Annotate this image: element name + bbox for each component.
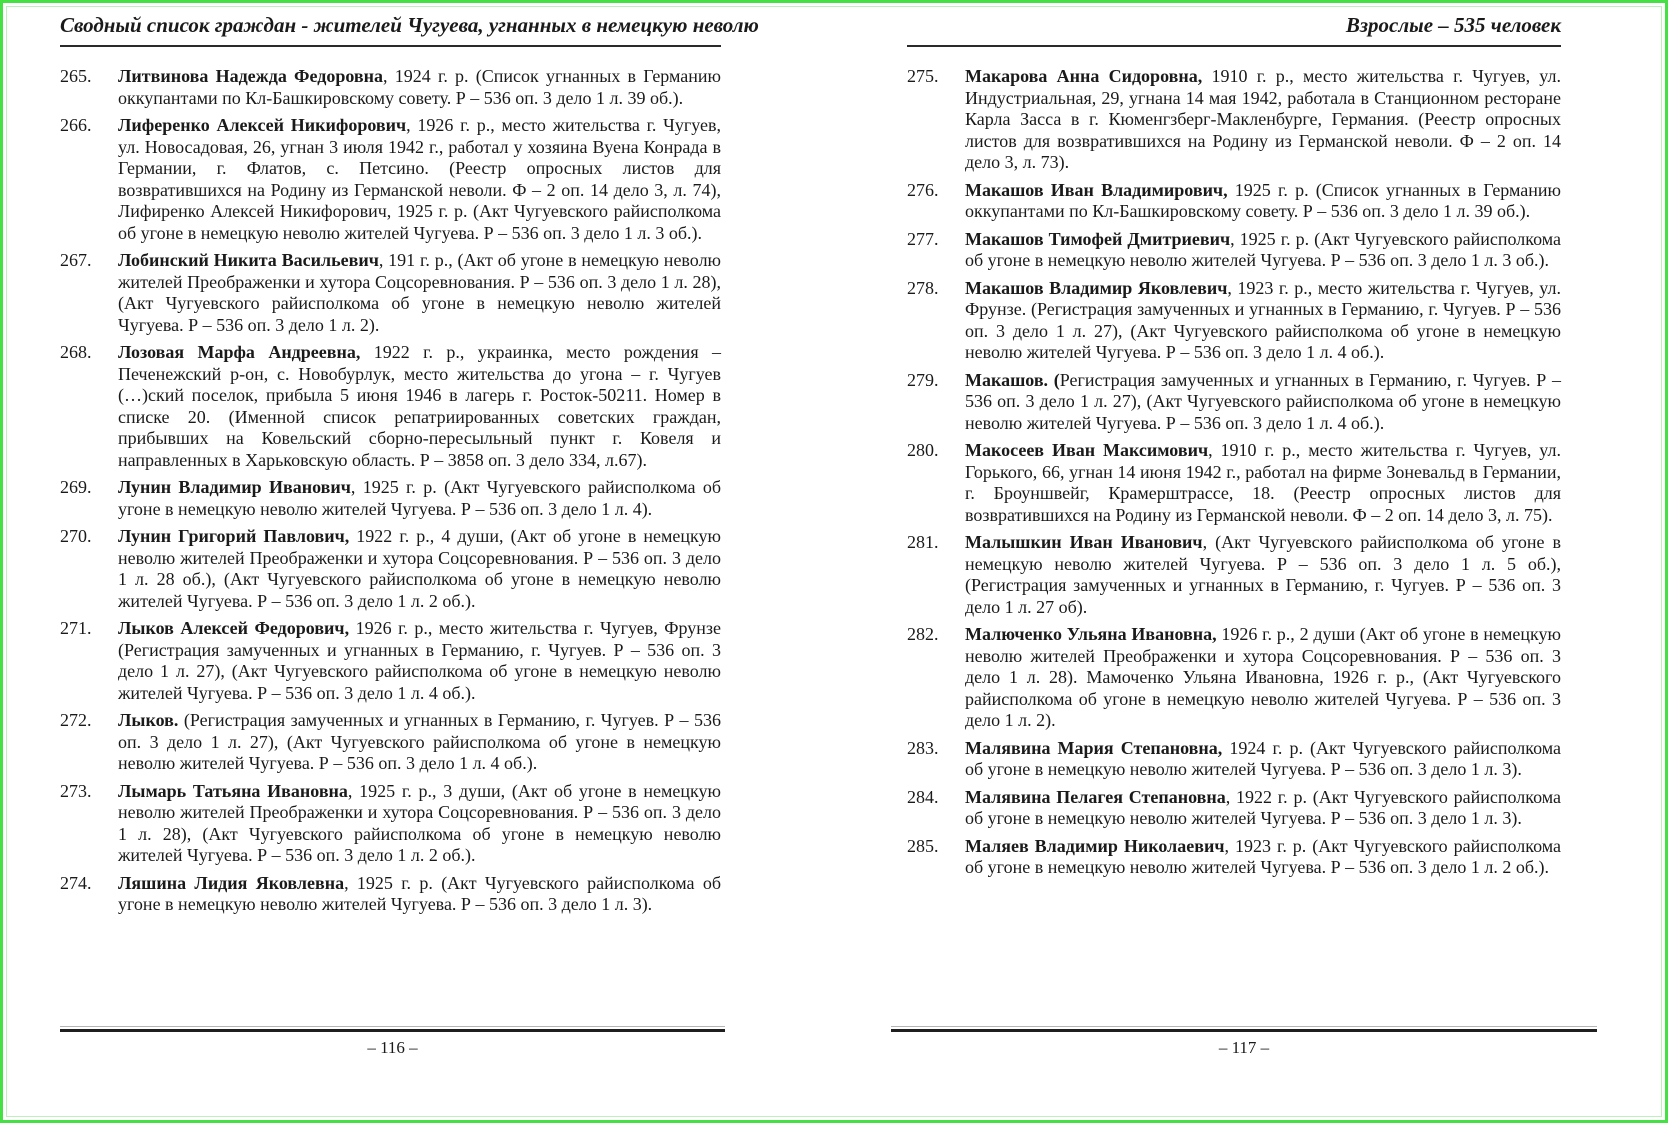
footer-rule-left [60, 1026, 725, 1032]
entry-name: Литвинова Надежда Федоровна [118, 66, 384, 86]
entry-text [965, 532, 1561, 618]
entry-number: 282. [907, 624, 939, 644]
list-item [907, 180, 1561, 223]
entry-name: Макосеев Иван Максимович [965, 440, 1209, 460]
entry-name: Лобинский Никита Васильевич [118, 250, 379, 270]
entry-rest: 1926 г. р., место жительства г. Чугуев, Фрунзе (Регистрация замученных и угнанных в Германию, г. Чугуев. Р – 536 оп. 3 дело 1 л. 27), (Акт Чугуевского райисполкома об угоне в немецкую неволю жителей Чугуева. Р – 536 оп. 3 дело 1 л. 4 об.). [118, 618, 721, 703]
entry-text [118, 526, 721, 612]
entry-number: 283. [907, 737, 939, 758]
entry-name: Лыков. [118, 710, 179, 730]
entry-text [965, 787, 1561, 830]
list-item [907, 229, 1561, 272]
entry-number: 285. [907, 835, 939, 856]
entry-name: Лунин Владимир Иванович [118, 477, 351, 497]
entry-number: 273. [60, 780, 92, 801]
list-item [907, 836, 1561, 879]
entry-rest: , 1910 г. р., место жительства г. Чугуев, ул. Горького, 66, угнан 14 июня 1942 г., работал на фирме Зоневальд в Германии, г. Броуншвейг, Крамерштрассе, 18. (Реестр опросных листов для возвратившихся на Родину из Германской неволи. Ф – 2 оп. 14 дело 3, л. 75). [965, 440, 1561, 525]
list-item [907, 532, 1561, 618]
list-item [907, 66, 1561, 174]
entry-text [118, 618, 721, 704]
entry-rest: 1910 г. р., место жительства г. Чугуев, ул. Индустриальная, 29, угнана 14 мая 1942, работала в Станционном ресторане Карла Засса в г. Кюменгзберг-Макленбурге, Германия. (Реестр опросных листов для возвратившихся на Родину из Германской неволи. Ф – 2 оп. 14 дело 3, л. 73). [965, 66, 1561, 172]
entry-text [118, 873, 721, 916]
entry-name: Малявина Мария Степановна, [965, 737, 1223, 758]
entry-name: Малявина Пелагея Степановна [965, 786, 1226, 807]
entry-rest: 1922 г. р., украинка, место рождения – Печенежский р-он, с. Новобурлук, место жительства до угона – г. Чугуев (…)ский поселок, прибыла 5 июня 1946 в лагерь г. Росток-50211. Номер в списке 20. (Именной список репатриированных советских граждан, прибывших на Ковельский сборно-пересыльный пункт г. Ковеля и направленных в Харьковскую область. Р – 3858 оп. 3 дело 334, л.67). [118, 342, 721, 470]
list-item [60, 250, 721, 336]
entry-name: Макашов. ( [965, 369, 1060, 390]
entry-name: Малюченко Ульяна Ивановна, [965, 624, 1217, 644]
entry-number: 274. [60, 872, 92, 893]
entry-name: Лыков Алексей Федорович, [118, 618, 350, 638]
entry-rest: 1924 г. р. (Акт Чугуевского райисполкома об угоне в немецкую неволю жителей Чугуева. Р – 536 оп. 3 дело 1 л. 3). [965, 737, 1561, 779]
entry-name: Маляев Владимир Николаевич [965, 835, 1225, 856]
entry-number: 271. [60, 618, 92, 638]
page-right-footer [891, 1026, 1597, 1058]
entry-number: 267. [60, 250, 92, 270]
list-item [907, 624, 1561, 732]
page-number-right: – 117 – [1218, 1038, 1270, 1057]
entry-text [118, 115, 721, 244]
entry-text [118, 477, 721, 520]
list-item [60, 526, 721, 612]
entry-rest: , 1925 г. р. (Акт Чугуевского райисполкома об угоне в немецкую неволю жителей Чугуева. Р – 536 оп. 3 дело 1 л. 3). [118, 872, 722, 914]
entry-number: 265. [60, 66, 92, 86]
entry-rest: , 1925 г. р. (Акт Чугуевского райисполкома об угоне в немецкую неволю жителей Чугуева. Р – 536 оп. 3 дело 1 л. 3 об.). [965, 228, 1561, 270]
page-number-left: – 116 – [367, 1038, 418, 1057]
entry-rest: 1922 г. р., 4 души, (Акт об угоне в немецкую неволю жителей Преображенки и хутора Соцсоревнования. Р – 536 оп. 3 дело 1 л. 28 об.), (Акт Чугуевского райисполкома об угоне в немецкую неволю жителей Чугуева. Р – 536 оп. 3 дело 1 л. 2 об.). [118, 526, 721, 611]
page-left-footer [60, 1026, 725, 1058]
entry-number: 270. [60, 526, 92, 546]
entry-text [118, 250, 721, 336]
entry-text [118, 342, 721, 471]
entry-rest: , (Акт Чугуевского райисполкома об угоне в немецкую неволю жителей Чугуева. Р – 536 оп. 3 дело 1 л. 5 об.), (Регистрация замученных и угнанных в Германию, г. Чугуев. Р – 536 оп. 3 дело 1 л. 27 об). [965, 532, 1561, 617]
entry-list-right [907, 66, 1561, 879]
entry-name: Лиференко Алексей Никифорович [118, 115, 407, 135]
entry-text [965, 370, 1561, 435]
entry-rest: 1925 г. р. (Список угнанных в Германию оккупантами по Кл-Башкировскому совету. Р – 536 оп. 3 дело 1 л. 39 об.). [965, 179, 1562, 221]
entry-number: 280. [907, 440, 939, 460]
entry-name: Макашов Владимир Яковлевич [965, 277, 1228, 298]
entry-text [965, 624, 1561, 732]
entry-rest: Регистрация замученных и угнанных в Германию, г. Чугуев. Р – 536 оп. 3 дело 1 л. 27), (Акт Чугуевского райисполкома об угоне в немецкую неволю жителей Чугуева. Р – 536 оп. 3 дело 1 л. 4 об.). [965, 369, 1561, 433]
entry-rest: 1926 г. р., 2 души (Акт об угоне в немецкую неволю жителей Преображенки и хутора Соцсоревнования. Р – 536 оп. 3 дело 1 л. 28). Мамоченко Ульяна Ивановна, 1926 г. р., (Акт Чугуевского райисполкома об угоне в немецкую неволю жителей Чугуева. Р – 536 оп. 3 дело 1 л. 2). [965, 624, 1561, 730]
entry-name: Малышкин Иван Иванович [965, 532, 1203, 552]
list-item [907, 440, 1561, 526]
list-item [60, 66, 721, 109]
entry-name: Лунин Григорий Павлович, [118, 526, 350, 546]
list-item [907, 278, 1561, 364]
entry-text [118, 66, 721, 109]
entry-rest: , 1923 г. р. (Акт Чугуевского райисполкома об угоне в немецкую неволю жителей Чугуева. Р – 536 оп. 3 дело 1 л. 2 об.). [965, 835, 1561, 877]
entry-text [965, 278, 1561, 364]
entry-rest: , 1922 г. р. (Акт Чугуевского райисполкома об угоне в немецкую неволю жителей Чугуева. Р – 536 оп. 3 дело 1 л. 3). [965, 786, 1561, 828]
list-item [60, 873, 721, 916]
list-item [60, 781, 721, 867]
entry-number: 284. [907, 786, 939, 807]
entry-rest: , 1924 г. р. (Список угнанных в Германию оккупантами по Кл-Башкировскому совету. Р – 536 оп. 3 дело 1 л. 39 об.). [118, 66, 721, 108]
entry-number: 275. [907, 66, 939, 86]
entry-rest: , 1925 г. р., 3 души, (Акт об угоне в немецкую неволю жителей Преображенки и хутора Соцсоревнования. Р – 536 оп. 3 дело 1 л. 28), (Акт Чугуевского райисполкома об угоне в немецкую неволю жителей Чугуева. Р – 536 оп. 3 дело 1 л. 2 об.). [118, 780, 721, 865]
list-item [907, 738, 1561, 781]
entry-name: Макашов Тимофей Дмитриевич [965, 228, 1231, 249]
entry-number: 272. [60, 710, 92, 730]
entry-number: 281. [907, 532, 939, 552]
entry-number: 278. [907, 277, 939, 298]
page-left-header: Сводный список граждан - жителей Чугуева, угнанных в немецкую неволю [60, 13, 721, 47]
list-item [907, 370, 1561, 435]
page-left [3, 3, 837, 1120]
list-item [60, 618, 721, 704]
entry-number: 268. [60, 342, 92, 362]
entry-name: Макашов Иван Владимирович, [965, 179, 1228, 200]
list-item [60, 477, 721, 520]
entry-number: 276. [907, 179, 939, 200]
entry-text [965, 836, 1561, 879]
list-item [60, 115, 721, 244]
entry-number: 266. [60, 115, 92, 135]
entry-rest: , 1926 г. р., место жительства г. Чугуев, ул. Новосадовая, 26, угнан 3 июля 1942 г., работал у хозяина Вуена Конрада в Германии, г. Флатов, с. Петсино. (Реестр опросных листов для возвратившихся на Родину из Германской неволи. Ф – 2 оп. 14 дело 3, л. 74), Лифиренко Алексей Никифорович, 1925 г. р. (Акт Чугуевского райисполкома об угоне в немецкую неволю жителей Чугуева. Р – 536 оп. 3 дело 1 л. 3 об.). [118, 115, 721, 243]
entry-name: Макарова Анна Сидоровна, [965, 66, 1203, 86]
entry-name: Ляшина Лидия Яковлевна [118, 872, 345, 893]
entry-text [965, 66, 1561, 174]
entry-text [118, 781, 721, 867]
entry-rest: (Регистрация замученных и угнанных в Германию, г. Чугуев. Р – 536 оп. 3 дело 1 л. 27), (Акт Чугуевского райисполкома об угоне в немецкую неволю жителей Чугуева. Р – 536 оп. 3 дело 1 л. 4 об.). [118, 710, 721, 773]
entry-number: 269. [60, 477, 92, 497]
entry-rest: , 1925 г. р. (Акт Чугуевского райисполкома об угоне в немецкую неволю жителей Чугуева. Р – 536 оп. 3 дело 1 л. 4). [118, 477, 721, 519]
list-item [60, 342, 721, 471]
entry-rest: , 1923 г. р., место жительства г. Чугуев, ул. Фрунзе. (Регистрация замученных и угнанных в Германию, г. Чугуев. Р – 536 оп. 3 дело 1 л. 27), (Акт Чугуевского райисполкома об угоне в немецкую неволю жителей Чугуева. Р – 536 оп. 3 дело 1 л. 4 об.). [965, 277, 1561, 362]
entry-name: Лозовая Марфа Андреевна, [118, 342, 361, 362]
list-item [907, 787, 1561, 830]
entry-text [965, 738, 1561, 781]
entry-text [965, 229, 1561, 272]
entry-number: 279. [907, 369, 939, 390]
list-item [60, 710, 721, 775]
page-right [837, 3, 1665, 1120]
entry-number: 277. [907, 228, 939, 249]
entry-name: Лымарь Татьяна Ивановна [118, 780, 348, 801]
footer-rule-right [891, 1026, 1597, 1032]
entry-text [965, 180, 1561, 223]
page-right-header: Взрослые – 535 человек [907, 13, 1561, 47]
entry-text [965, 440, 1561, 526]
entry-text [118, 710, 721, 775]
entry-rest: , 191 г. р., (Акт об угоне в немецкую неволю жителей Преображенки и хутора Соцсоревнования. Р – 536 оп. 3 дело 1 л. 28), (Акт Чугуевского райисполкома об угоне в немецкую неволю жителей Чугуева. Р – 536 оп. 3 дело 1 л. 2). [118, 250, 721, 335]
entry-list-left [60, 66, 721, 916]
